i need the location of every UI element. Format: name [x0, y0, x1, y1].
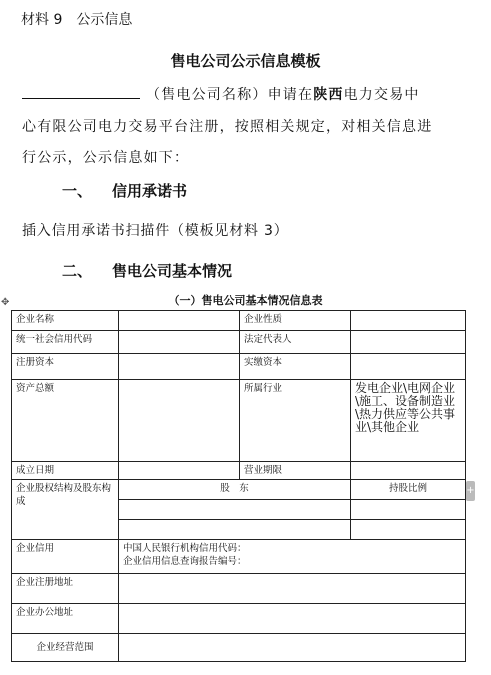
document-title: 售电公司公示信息模板 [170, 52, 321, 70]
label-industry: 所属行业 [240, 380, 351, 462]
section-2-number: 二、 [62, 262, 93, 280]
table-move-handle-icon[interactable]: ✥ [1, 297, 10, 308]
input-company-name[interactable] [119, 311, 240, 331]
input-share-ratio-1[interactable] [351, 500, 466, 520]
label-business-term: 营业期限 [240, 462, 351, 480]
credit-code-line: 中国人民银行机构信用代码： [123, 543, 247, 554]
label-credit: 企业信用 [12, 540, 119, 574]
table-row [12, 354, 466, 380]
table-row [12, 480, 466, 500]
table-caption: （一）售电公司基本情况信息表 [168, 294, 323, 307]
label-equity-structure: 企业股权结构及股东构成 [12, 480, 119, 540]
section-1-title: 信用承诺书 [112, 182, 188, 200]
label-office-address: 企业办公地址 [12, 604, 119, 634]
section-1-body: 插入信用承诺书扫描件（模板见材料 3） [22, 223, 289, 239]
section-1-number: 一、 [62, 182, 93, 200]
label-company-name: 企业名称 [12, 311, 119, 331]
label-paid-capital: 实缴资本 [240, 354, 351, 380]
input-registered-capital[interactable] [119, 354, 240, 380]
table-row [12, 462, 466, 480]
table-add-column-icon[interactable]: + [466, 481, 475, 501]
label-established: 成立日期 [12, 462, 119, 480]
intro-line-1-pre: （售电公司名称）申请在 [146, 87, 314, 103]
label-total-assets: 资产总额 [12, 380, 119, 462]
input-shareholder-1[interactable] [119, 500, 351, 520]
label-credit-code: 统一社会信用代码 [12, 331, 119, 354]
section-2-title: 售电公司基本情况 [112, 262, 233, 280]
input-total-assets[interactable] [119, 380, 240, 462]
table-row [12, 380, 466, 462]
input-paid-capital[interactable] [351, 354, 466, 380]
input-office-address[interactable] [119, 604, 466, 634]
table-row [12, 540, 466, 574]
intro-line-1-post: 电力交易中 [343, 87, 420, 103]
section-2-heading [62, 260, 232, 281]
intro-line-1 [22, 84, 487, 104]
header-shareholder: 股 东 [119, 480, 351, 500]
company-name-blank[interactable] [22, 86, 140, 99]
label-legal-rep: 法定代表人 [240, 331, 351, 354]
input-company-nature[interactable] [351, 311, 466, 331]
table-row [12, 634, 466, 662]
input-credit-code[interactable] [119, 331, 240, 354]
header-share-ratio: 持股比例 [351, 480, 466, 500]
input-business-term[interactable] [351, 462, 466, 480]
section-1-heading [62, 180, 187, 201]
credit-report-line: 企业信用信息查询报告编号： [123, 556, 247, 567]
label-business-scope: 企业经营范围 [12, 634, 119, 662]
label-company-nature: 企业性质 [240, 311, 351, 331]
input-established[interactable] [119, 462, 240, 480]
material-label: 材料 9 公示信息 [21, 12, 133, 28]
credit-info[interactable] [119, 540, 466, 574]
intro-line-3: 行公示，公示信息如下： [22, 150, 190, 166]
intro-province: 陕西 [313, 87, 344, 103]
table-row [12, 604, 466, 634]
input-shareholder-2[interactable] [119, 520, 351, 540]
input-share-ratio-2[interactable] [351, 520, 466, 540]
industry-options[interactable]: 发电企业\电网企业\施工、设备制造业\热力供应等公共事业\其他企业 [351, 380, 466, 462]
table-row [12, 311, 466, 331]
table-row [12, 574, 466, 604]
label-registered-capital: 注册资本 [12, 354, 119, 380]
company-info-table [11, 310, 466, 662]
input-legal-rep[interactable] [351, 331, 466, 354]
input-business-scope[interactable] [119, 634, 466, 662]
intro-line-2: 心有限公司电力交易平台注册，按照相关规定，对相关信息进 [22, 119, 433, 135]
input-reg-address[interactable] [119, 574, 466, 604]
label-reg-address: 企业注册地址 [12, 574, 119, 604]
table-row [12, 331, 466, 354]
